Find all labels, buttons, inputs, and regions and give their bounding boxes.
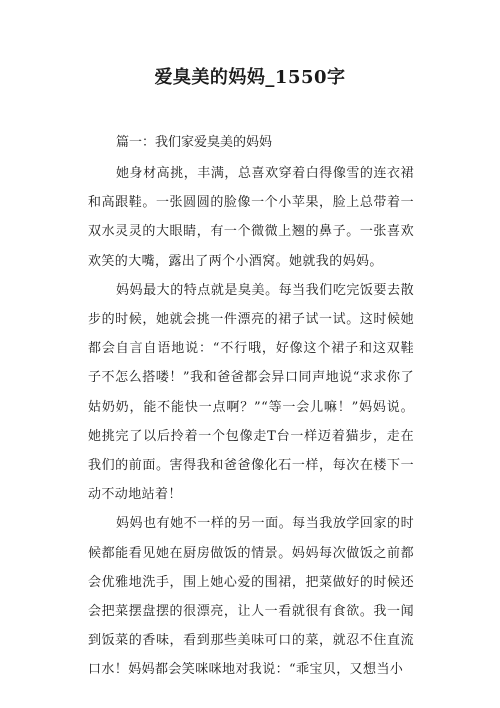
- section-heading: 篇一：我们家爱臭美的妈妈: [116, 135, 273, 150]
- paragraph-3: 妈妈也有她不一样的另一面。每当我放学回家的时候都能看见她在厨房做饭的情景。妈妈每次做饭之前都会优雅地洗手，围上她心爱的围裙，把菜做好的时候还会把菜摆盘摆的很漂亮，让人一看就很有食欲。我一闻到饭菜的香味，看到那些美味可口的菜，就忍不住直流口水！妈妈都会笑咪咪地对我说：“乖宝贝，又想当小: [88, 516, 414, 678]
- paragraph-2: 妈妈最大的特点就是臭美。每当我们吃完饭要去散步的时候，她就会挑一件漂亮的裙子试一试。这时候她都会自言自语地说：“不行哦，好像这个裙子和这双鞋子不怎么搭喽！”我和爸爸都会异口同声地说“求求你了姑奶奶，能不能快一点啊？”“等一会儿嘛！”妈妈说。她挑完了以后拎着一个包像走T台一样迈着猫步，走在我们的前面。害得我和爸爸像化石一样，每次在楼下一动不动地站着！: [88, 282, 414, 503]
- document-title: 爱臭美的妈妈_1550字: [154, 67, 346, 88]
- paragraph-1: 她身材高挑，丰满，总喜欢穿着白得像雪的连衣裙和高跟鞋。一张圆圆的脸像一个小苹果，脸上总带着一双水灵灵的大眼睛，有一个微微上翘的鼻子。一张喜欢欢笑的大嘴，露出了两个小酒窝。她就我的妈妈。: [88, 166, 414, 269]
- document-body: [88, 128, 414, 685]
